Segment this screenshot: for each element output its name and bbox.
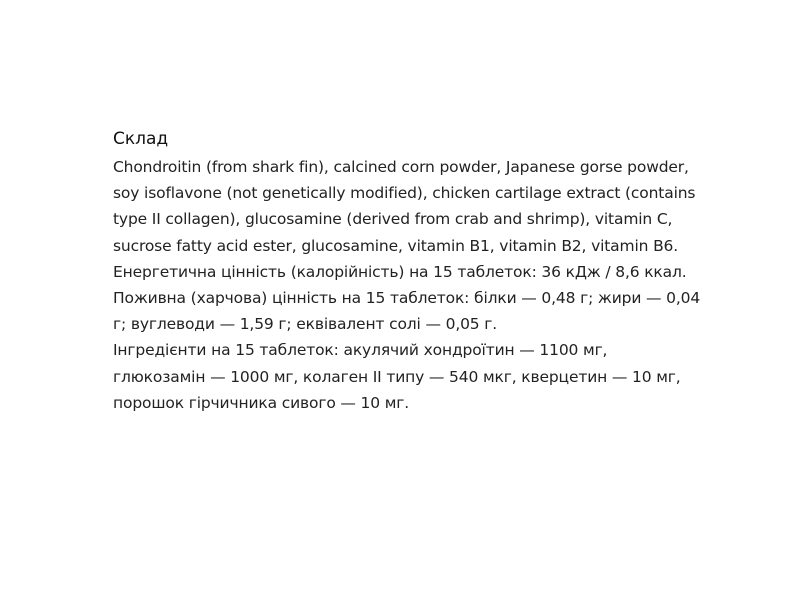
energy-value-paragraph: Енергетична цінність (калорійність) на 15 таблеток: 36 кДж / 8,6 ккал. [113, 262, 687, 281]
nutrition-value-paragraph: Поживна (харчова) цінність на 15 таблеток: білки — 0,48 г; жири — 0,04 г; вуглеводи — 1,59 г; еквівалент солі — 0,05 г. [113, 289, 701, 334]
section-title: Склад [113, 129, 169, 149]
ingredients-per-dose-paragraph: Інгредієнти на 15 таблеток: акулячий хондроїтин — 1100 мг, глюкозамін — 1000 мг, колаген II типу — 540 мкг, кверцетин — 10 мг, порошок гірчичника сивого — 10 мг. [113, 341, 681, 412]
composition-section [113, 128, 703, 416]
ingredients-english-paragraph: Chondroitin (from shark fin), calcined corn powder, Japanese gorse powder, soy isoflavone (not genetically modified), chicken cartilage extract (contains type II collagen), glucosamine (derived from crab and shrimp), vitamin C, sucrose fatty acid ester, glucosamine, vitamin B1, vitamin B2, vitamin B6. [113, 158, 696, 255]
